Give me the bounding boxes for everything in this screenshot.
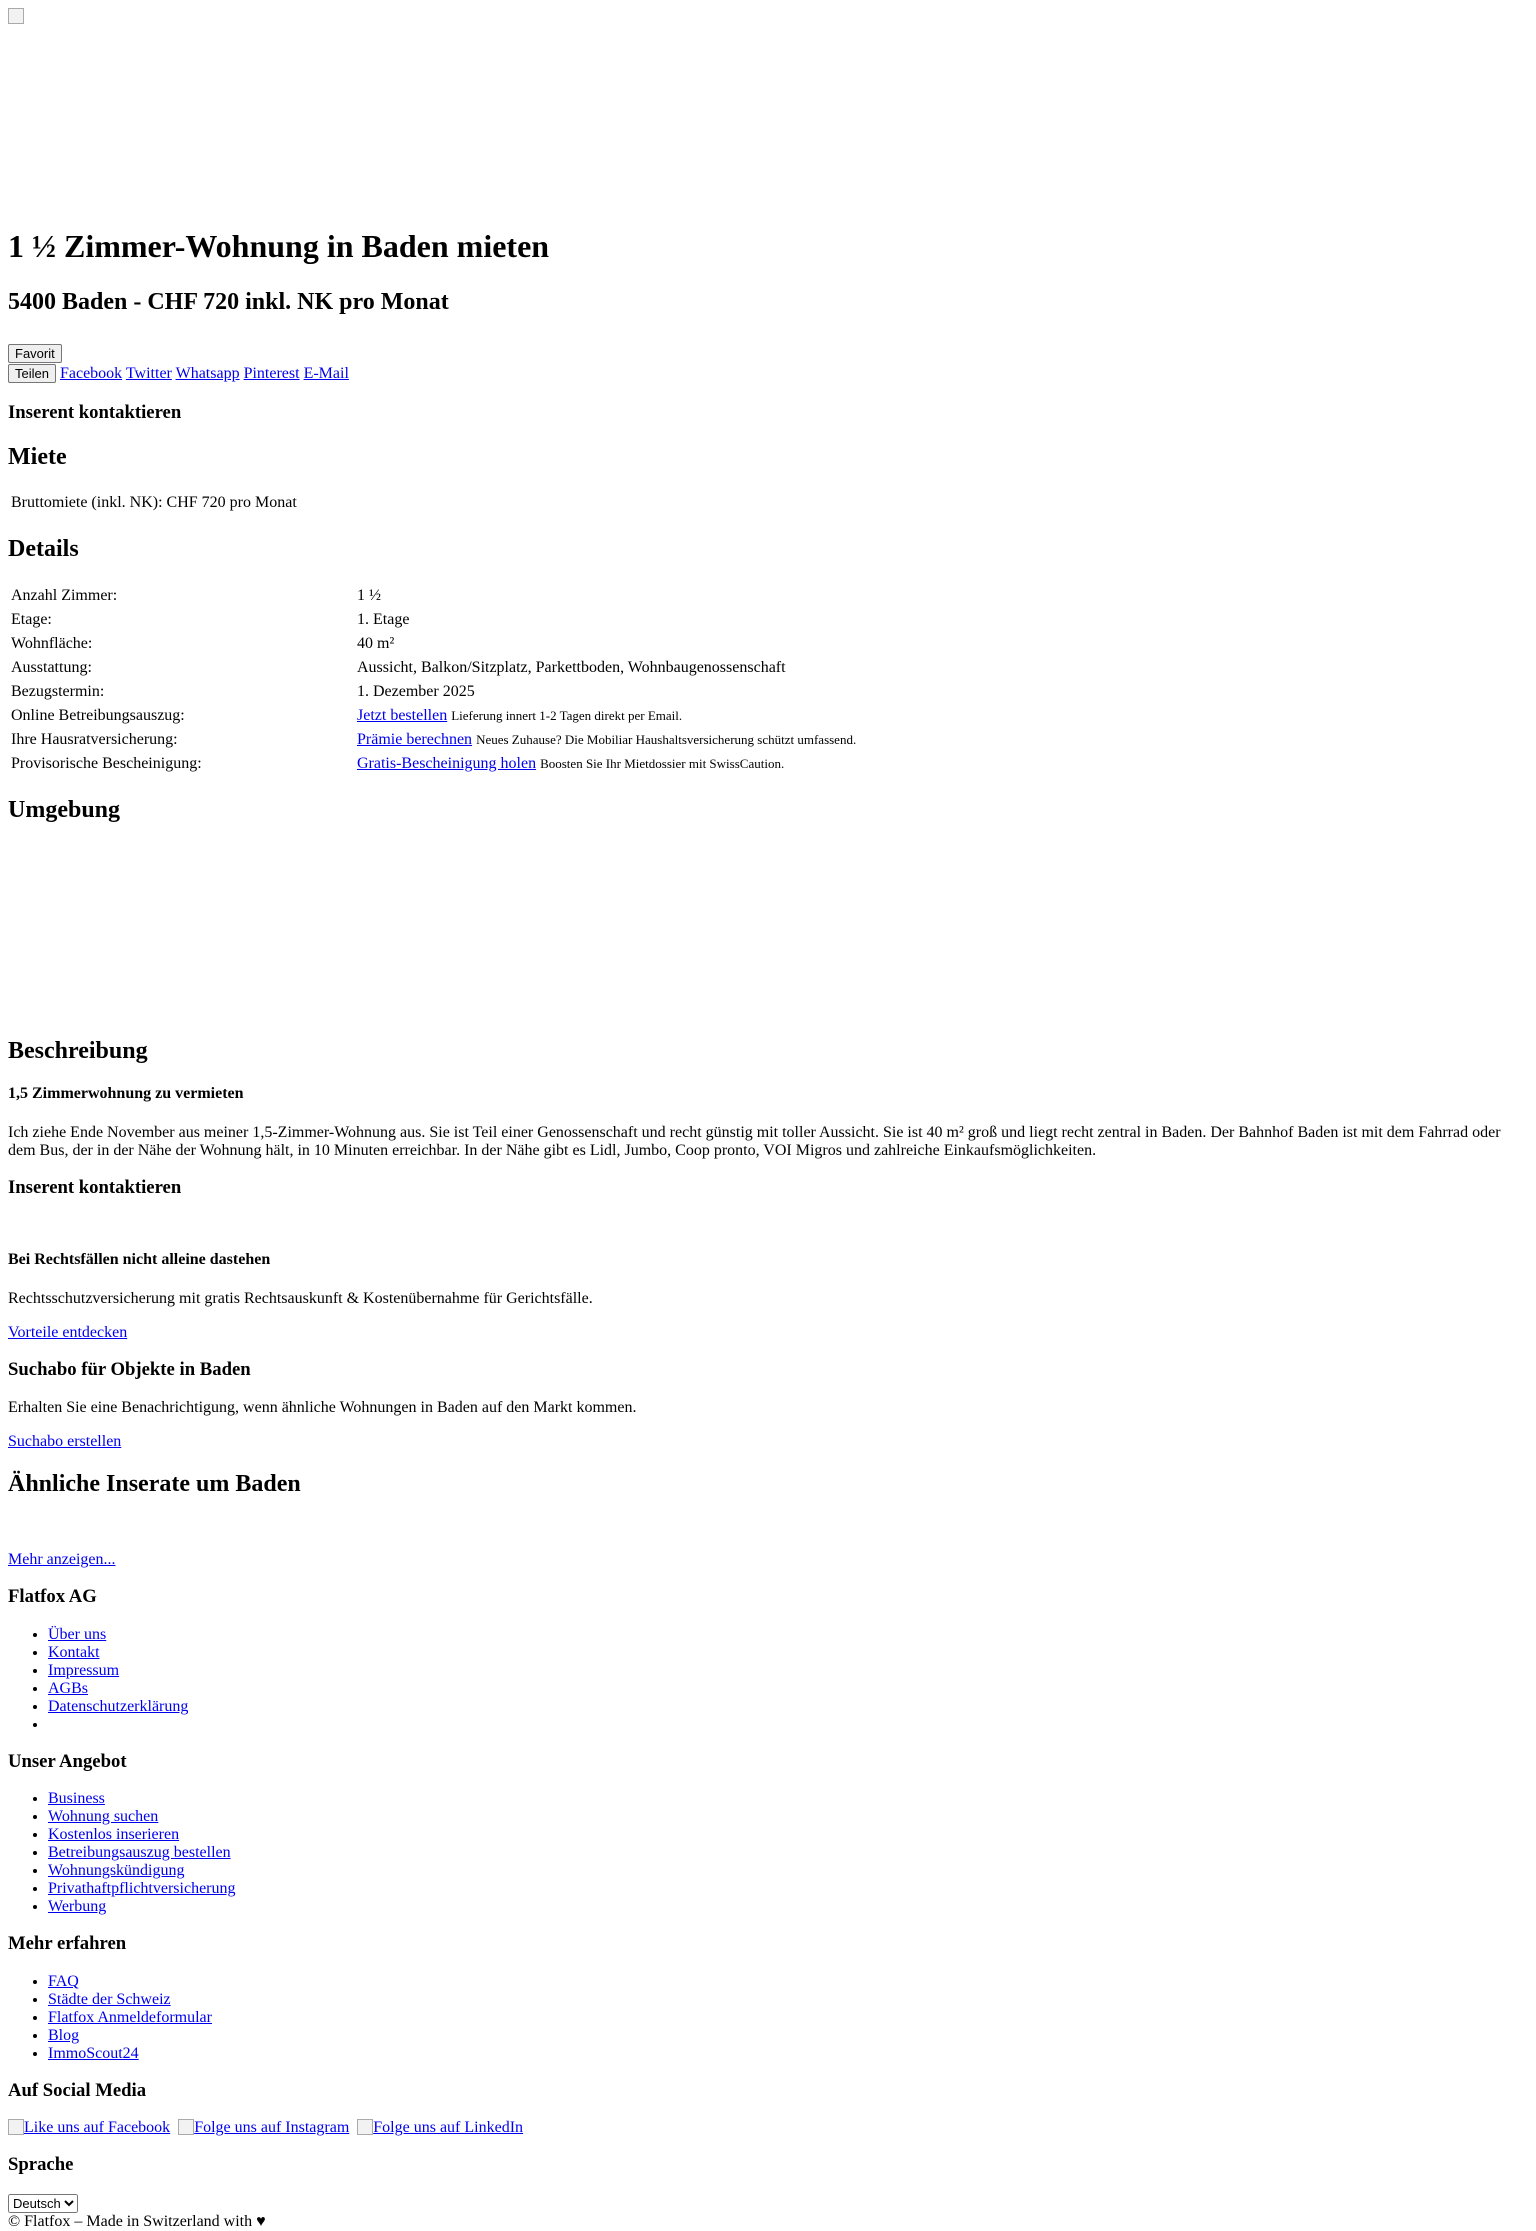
spacer [8, 1216, 1528, 1230]
share-button[interactable]: Teilen [8, 364, 56, 383]
facebook-link-label: Like uns auf Facebook [24, 2119, 171, 2137]
detail-label: Ausstattung: [11, 658, 92, 676]
detail-note: Boosten Sie Ihr Mietdossier mit SwissCaution. [540, 755, 785, 771]
favorite-button[interactable]: Favorit [8, 344, 62, 363]
detail-label: Online Betreibungsauszug: [11, 706, 185, 724]
list-item [48, 1716, 1528, 1734]
privacy-link[interactable]: Datenschutzerklärung [48, 1697, 189, 1715]
linkedin-icon [357, 2119, 373, 2135]
instagram-link-label: Folge uns auf Instagram [194, 2119, 350, 2137]
list-item [48, 2009, 1528, 2027]
order-extract-link[interactable]: Betreibungsauszug bestellen [48, 1844, 231, 1862]
detail-value [356, 753, 857, 775]
list-item [48, 1826, 1528, 1844]
faq-link[interactable]: FAQ [48, 1972, 79, 1990]
business-link[interactable]: Business [48, 1790, 105, 1808]
language-row [8, 2194, 1528, 2213]
footer-learn-heading: Mehr erfahren [8, 1933, 127, 1955]
instagram-link[interactable] [178, 2119, 349, 2136]
table-row [10, 609, 857, 631]
list-item [48, 1626, 1528, 1644]
detail-label: Ihre Hausratversicherung: [11, 730, 178, 748]
contact-heading-2: Inserent kontaktieren [8, 1176, 182, 1198]
detail-note: Neues Zuhause? Die Mobiliar Haushaltsversicherung schützt umfassend. [476, 731, 857, 747]
detail-value: Aussicht, Balkon/Sitzplatz, Parkettboden, Wohnbaugenossenschaft [357, 658, 786, 676]
logo-image[interactable] [8, 8, 24, 24]
search-alert-text: Erhalten Sie eine Benachrichtigung, wenn ähnliche Wohnungen in Baden auf den Markt kommen. [8, 1398, 637, 1416]
terms-link[interactable]: AGBs [48, 1679, 89, 1697]
list-item [48, 1790, 1528, 1808]
details-heading: Details [8, 536, 79, 563]
list-item [48, 1973, 1528, 1991]
action-bar [8, 344, 1528, 363]
logo-area [8, 8, 1528, 208]
list-item [48, 1862, 1528, 1880]
list-item [48, 1844, 1528, 1862]
table-row [10, 729, 857, 751]
advertising-link[interactable]: Werbung [48, 1898, 107, 1916]
description-text: Ich ziehe Ende November aus meiner 1,5-Zimmer-Wohnung aus. Sie ist Teil einer Genossenschaft und recht günstig mit toller Aussicht. Sie ist 40 m² groß und liegt recht zentral in Baden. Der Bahnhof Baden ist mit dem Fahrrad oder dem Bus, der in der Nähe der Wohnung hält, in 10 Minuten erreichbar. In der Nähe gibt es Lidl, Jumbo, Coop pronto, VOI Migros und zahlreiche Einkaufsmöglichkeiten. [8, 1123, 1501, 1159]
termination-link[interactable]: Wohnungskündigung [48, 1862, 185, 1880]
legal-heading: Bei Rechtsfällen nicht alleine dastehen [8, 1251, 271, 1269]
discover-benefits-link[interactable]: Vorteile entdecken [8, 1324, 128, 1342]
language-select[interactable] [8, 2194, 78, 2213]
page-title: 1 ½ Zimmer-Wohnung in Baden mieten [8, 228, 550, 264]
rent-table [8, 490, 300, 516]
detail-label: Bezugstermin: [11, 682, 105, 700]
contact-link[interactable]: Kontakt [48, 1643, 100, 1661]
contact-heading: Inserent kontaktieren [8, 402, 182, 424]
footer-language-heading: Sprache [8, 2154, 74, 2176]
list-item [48, 1644, 1528, 1662]
order-debt-extract-link[interactable]: Jetzt bestellen [357, 706, 448, 724]
share-whatsapp-link[interactable]: Whatsapp [175, 365, 240, 383]
description-heading: Beschreibung [8, 1037, 148, 1064]
cities-link[interactable]: Städte der Schweiz [48, 1990, 171, 2008]
table-row [10, 753, 857, 775]
list-item [48, 2045, 1528, 2063]
footer-offer-list [8, 1790, 1528, 1916]
list-item [48, 1808, 1528, 1826]
detail-value: 1. Dezember 2025 [357, 682, 475, 700]
list-item [48, 1698, 1528, 1716]
similar-listings [8, 1517, 1528, 1551]
detail-value [356, 705, 857, 727]
list-item [48, 1898, 1528, 1916]
show-more-link[interactable]: Mehr anzeigen... [8, 1551, 116, 1569]
facebook-icon [8, 2119, 24, 2135]
share-email-link[interactable]: E-Mail [303, 365, 349, 383]
linkedin-link-label: Folge uns auf LinkedIn [373, 2119, 524, 2137]
detail-label: Provisorische Bescheinigung: [11, 754, 202, 772]
detail-value: 1. Etage [357, 610, 410, 628]
table-row [10, 492, 298, 514]
application-form-link[interactable]: Flatfox Anmeldeformular [48, 2008, 212, 2026]
imprint-link[interactable]: Impressum [48, 1661, 120, 1679]
table-row [10, 585, 857, 607]
legal-text: Rechtsschutzversicherung mit gratis Rechtsauskunft & Kostenübernahme für Gerichtsfälle. [8, 1290, 593, 1308]
copyright: © Flatfox – Made in Switzerland with ♥ [8, 2212, 266, 2230]
create-search-alert-link[interactable]: Suchabo erstellen [8, 1432, 122, 1450]
free-certificate-link[interactable]: Gratis-Bescheinigung holen [357, 754, 537, 772]
table-row [10, 657, 857, 679]
social-links [8, 2119, 1528, 2137]
table-row [10, 681, 857, 703]
page-subtitle: 5400 Baden - CHF 720 inkl. NK pro Monat [8, 289, 449, 316]
blog-link[interactable]: Blog [48, 2026, 80, 2044]
share-twitter-link[interactable]: Twitter [125, 365, 172, 383]
list-free-link[interactable]: Kostenlos inserieren [48, 1826, 180, 1844]
immoscout-link[interactable]: ImmoScout24 [48, 2044, 139, 2062]
footer-offer-heading: Unser Angebot [8, 1750, 127, 1772]
map-area[interactable] [8, 843, 1528, 1018]
detail-value [356, 729, 857, 751]
list-item [48, 1680, 1528, 1698]
footer-social-heading: Auf Social Media [8, 2079, 147, 2101]
detail-label: Anzahl Zimmer: [11, 586, 118, 604]
linkedin-link[interactable] [357, 2119, 523, 2136]
description-title: 1,5 Zimmerwohnung zu vermieten [8, 1085, 244, 1103]
detail-value: 40 m² [357, 634, 395, 652]
details-table [8, 583, 859, 777]
detail-value: 1 ½ [357, 586, 381, 604]
search-apartment-link[interactable]: Wohnung suchen [48, 1808, 159, 1826]
detail-label: Etage: [11, 610, 52, 628]
facebook-link[interactable] [8, 2119, 170, 2136]
footer-learn-list [8, 1973, 1528, 2063]
footer-company-list [8, 1626, 1528, 1734]
list-item [48, 1991, 1528, 2009]
instagram-icon [178, 2119, 194, 2135]
rent-gross: Bruttomiete (inkl. NK): CHF 720 pro Monat [11, 494, 297, 512]
rent-heading: Miete [8, 443, 67, 470]
table-row [10, 705, 857, 727]
share-facebook-link[interactable]: Facebook [59, 365, 123, 383]
about-link[interactable]: Über uns [48, 1625, 107, 1643]
surroundings-heading: Umgebung [8, 796, 121, 823]
calculate-premium-link[interactable]: Prämie berechnen [357, 730, 473, 748]
list-item [48, 2027, 1528, 2045]
liability-insurance-link[interactable]: Privathaftpflichtversicherung [48, 1880, 236, 1898]
detail-label: Wohnfläche: [11, 634, 93, 652]
list-item [48, 1662, 1528, 1680]
search-alert-heading: Suchabo für Objekte in Baden [8, 1359, 251, 1381]
table-row [10, 633, 857, 655]
similar-listings-heading: Ähnliche Inserate um Baden [8, 1470, 301, 1497]
share-pinterest-link[interactable]: Pinterest [243, 365, 300, 383]
detail-note: Lieferung innert 1-2 Tagen direkt per Email. [451, 707, 683, 723]
list-item [48, 1880, 1528, 1898]
footer-company-heading: Flatfox AG [8, 1586, 97, 1608]
share-row [8, 363, 1528, 385]
